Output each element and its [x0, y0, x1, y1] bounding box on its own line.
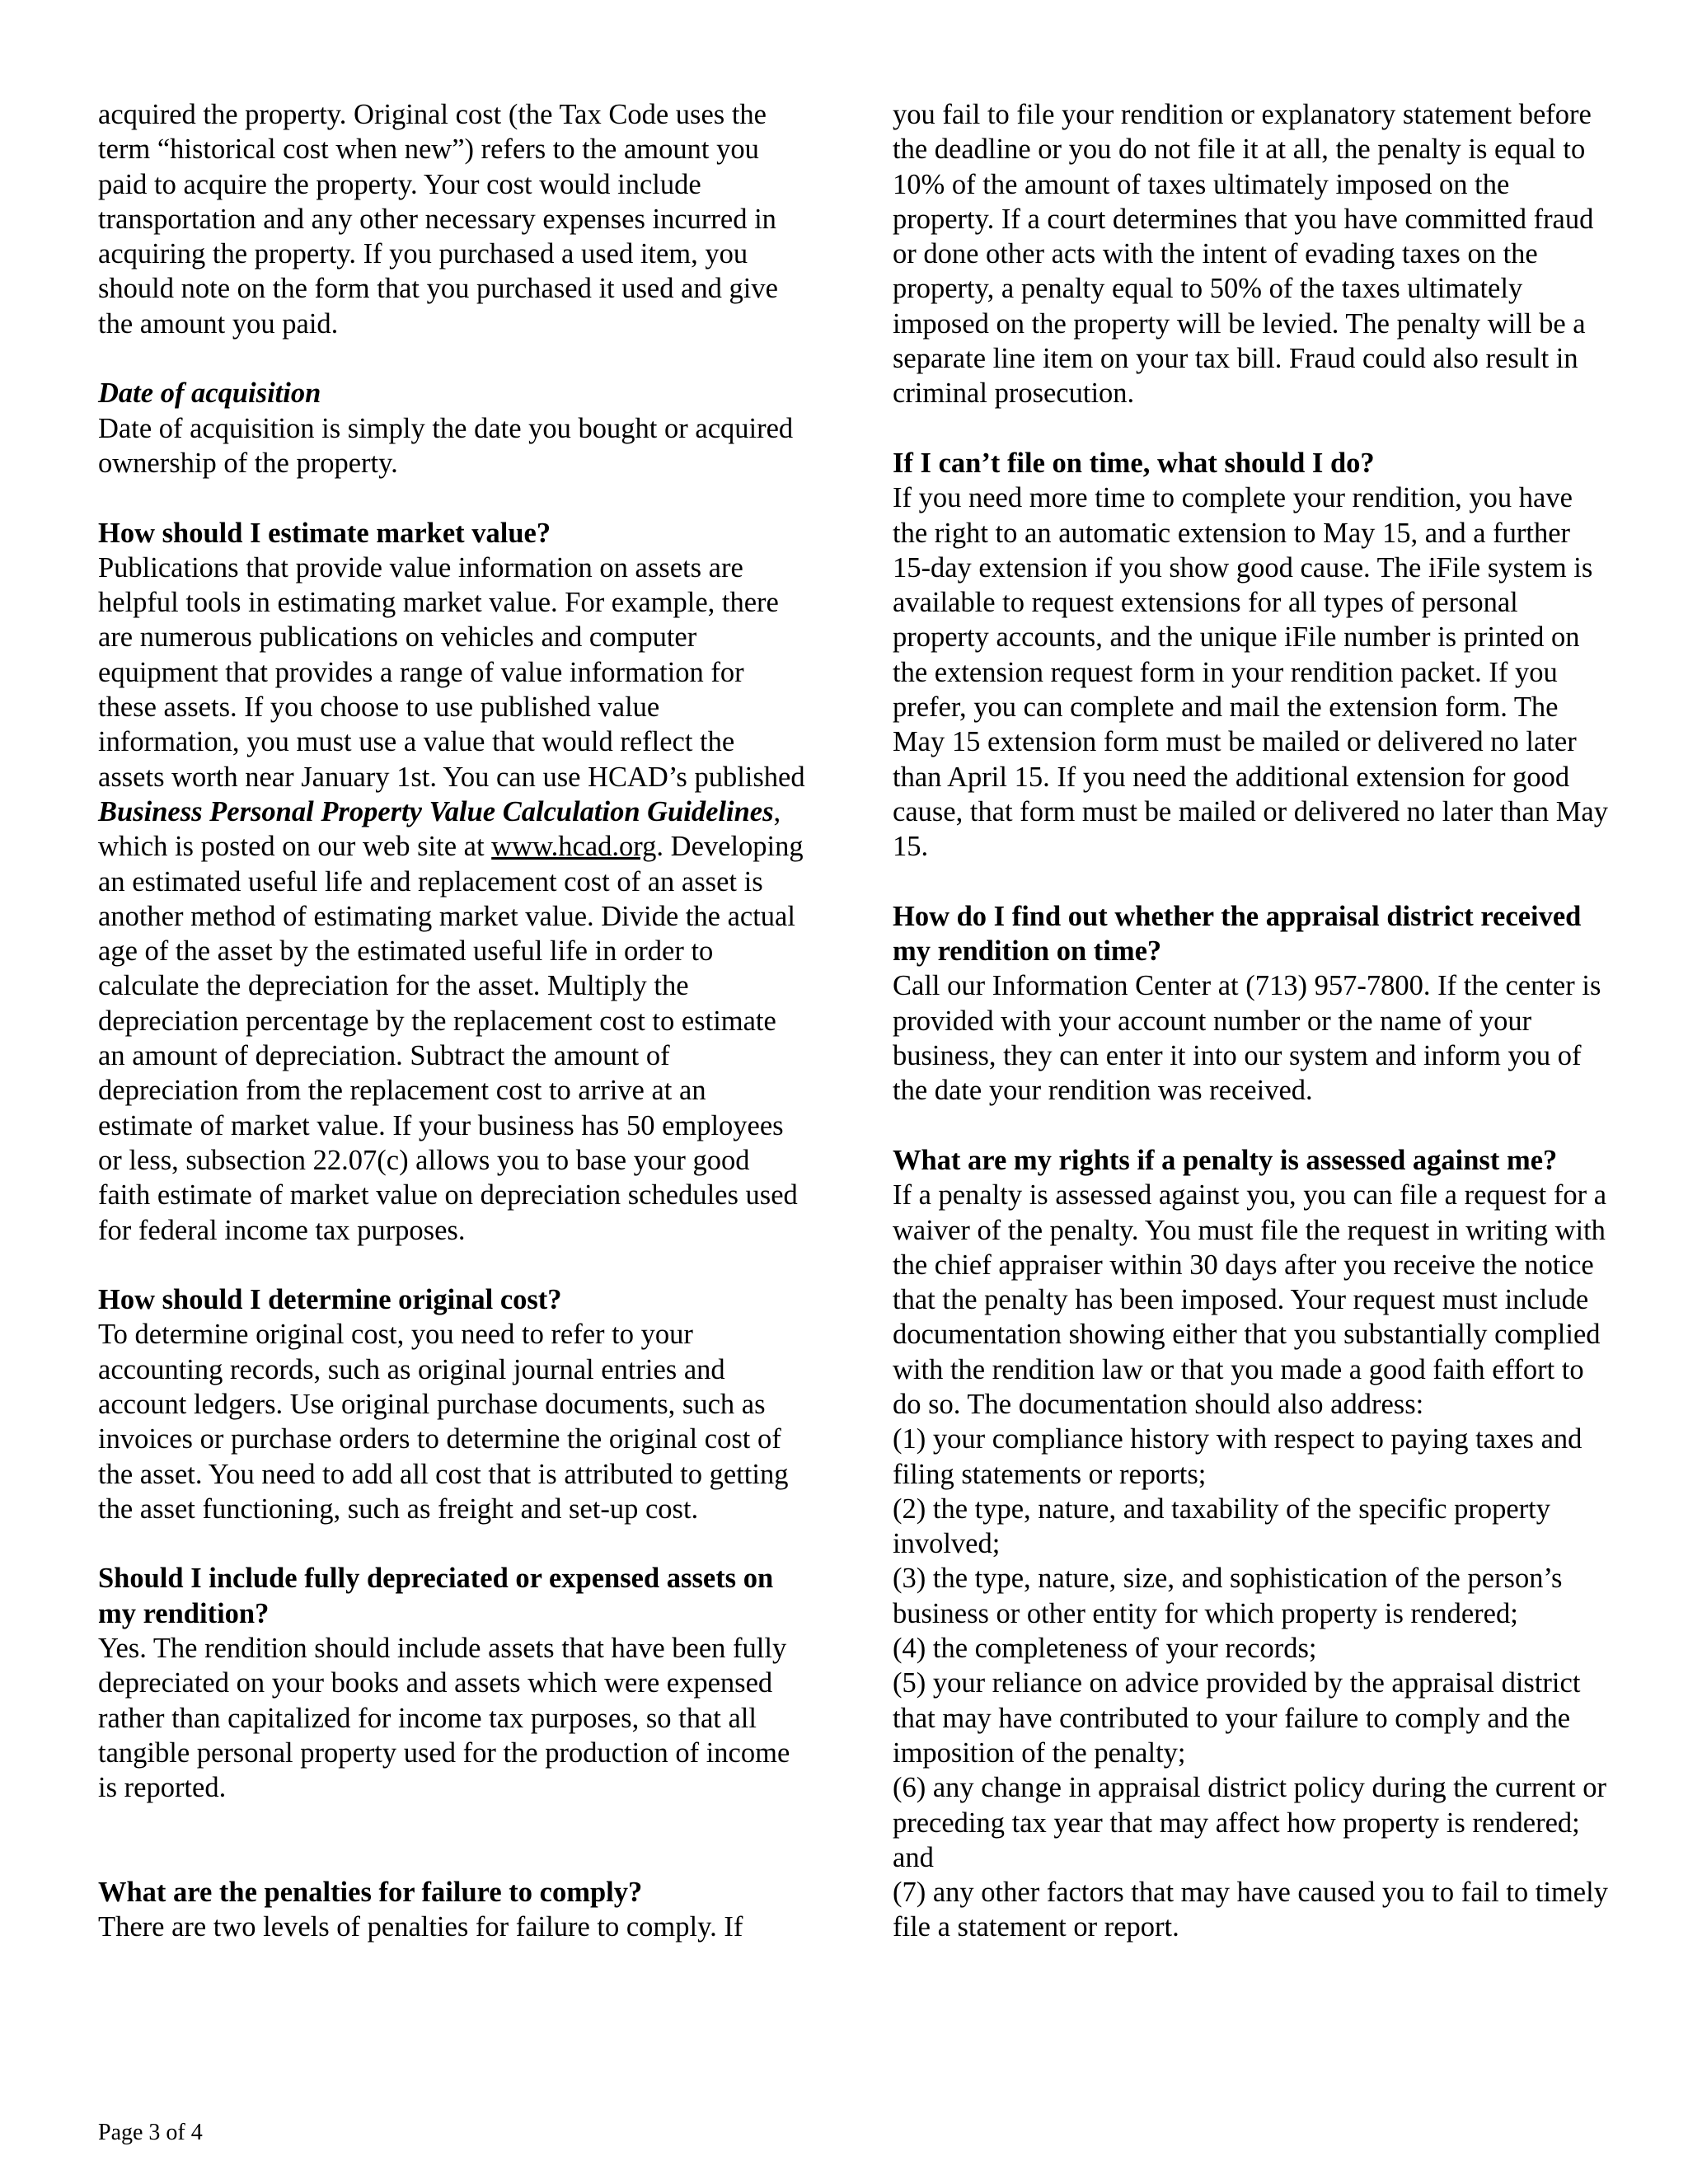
market-value-body: [98, 551, 807, 1248]
rights-list-item: (2) the type, nature, and taxability of the specific property involved;: [893, 1493, 1550, 1560]
section-rights: [893, 1143, 1610, 1945]
rights-list-item: (3) the type, nature, size, and sophistication of the person’s business or other entity for which property is rendered;: [893, 1563, 1563, 1629]
section-extension: [893, 446, 1610, 865]
penalties-body: There are two levels of penalties for failure to comply. If: [98, 1911, 743, 1943]
rights-list-item: (7) any other factors that may have caused you to fail to timely file a statement or report.: [893, 1877, 1608, 1943]
penalties-continued-paragraph: you fail to file your rendition or explanatory statement before the deadline or you do not file it at all, the penalty is equal to 10% of the amount of taxes ultimately imposed on the property. If a court determines that you have committed fraud or done other acts with the intent of evading taxes on the property, a penalty equal to 50% of the taxes ultimately imposed on the property will be levied. The penalty will be a separate line item on your tax bill. Fraud could also result in criminal prosecution.: [893, 99, 1594, 410]
rights-body: If a penalty is assessed against you, you can file a request for a waiver of the penalty. You must file the request in writing with the chief appraiser within 30 days after you receive the notice that the penalty has been imposed. Your request must include documentation showing either that you substantially complied with the rendition law or that you made a good faith effort to do so. The documentation should also address:: [893, 1179, 1607, 1420]
guidelines-title: Business Personal Property Value Calculation Guidelines: [98, 795, 774, 827]
hcad-website-link[interactable]: www.hcad.org: [491, 831, 657, 863]
right-column: [893, 97, 1610, 1945]
date-of-acquisition-heading: Date of acquisition: [98, 377, 321, 410]
received-on-time-body: Call our Information Center at (713) 957-7800. If the center is provided with your account number or the name of your business, they can enter it into our system and inform you of the date your rendition was received.: [893, 970, 1601, 1107]
market-value-text-1: Publications that provide value information on assets are helpful tools in estimating market value. For example, there are numerous publications on vehicles and computer equipment that provides a range of value information for these assets. If you choose to use published value information, you must use a value that would reflect the assets worth near January 1st. You can use HCAD’s published: [98, 551, 805, 793]
section-penalties: [98, 1875, 807, 1945]
section-intro-right: [893, 97, 1610, 411]
section-date-of-acquisition: [98, 376, 807, 480]
extension-body: If you need more time to complete your rendition, you have the right to an automatic extension to May 15, and a further 15-day extension if you show good cause. The iFile system is available to request extensions for all types of personal property accounts, and the unique iFile number is printed on the extension request form in your rendition packet. If you prefer, you can complete and mail the extension form. The May 15 extension form must be mailed or delivered no later than April 15. If you need the additional extension for good cause, that form must be mailed or delivered no later than May 15.: [893, 482, 1608, 863]
original-cost-body: To determine original cost, you need to refer to your accounting records, such as original journal entries and account ledgers. Use original purchase documents, such as invoices or purchase orders to determine the original cost of the asset. You need to add all cost that is attributed to getting the asset functioning, such as freight and set-up cost.: [98, 1319, 789, 1525]
section-original-cost: [98, 1282, 807, 1526]
rights-list-item: (4) the completeness of your records;: [893, 1633, 1317, 1665]
market-value-text-2: , which is posted on our web site at: [98, 795, 781, 863]
market-value-heading: How should I estimate market value?: [98, 517, 551, 549]
penalties-heading: What are the penalties for failure to comply?: [98, 1877, 643, 1909]
market-value-text-3: . Developing an estimated useful life and replacement cost of an asset is another method of estimating market value. Divide the actual age of the asset by the estimated useful life in order to calculate the depreciation for the asset. Multiply the depreciation percentage by the replacement cost to estimate an amount of depreciation. Subtract the amount of depreciation from the replacement cost to arrive at an estimate of market value. If your business has 50 employees or less, subsection 22.07(c) allows you to base your good faith estimate of market value on depreciation schedules used for federal income tax purposes.: [98, 831, 804, 1246]
rights-heading: What are my rights if a penalty is assessed against me?: [893, 1144, 1558, 1176]
received-on-time-heading: How do I find out whether the appraisal district received my rendition on time?: [893, 900, 1582, 968]
rights-list-item: (5) your reliance on advice provided by the appraisal district that may have contributed to your failure to comply and the imposition of the penalty;: [893, 1667, 1581, 1769]
rights-list-item: (6) any change in appraisal district policy during the current or preceding tax year that may affect how property is rendered; and: [893, 1772, 1607, 1873]
section-market-value: [98, 516, 807, 1248]
original-cost-heading: How should I determine original cost?: [98, 1284, 562, 1316]
section-received-on-time: [893, 899, 1610, 1108]
page-number: Page 3 of 4: [98, 2120, 203, 2145]
intro-paragraph: acquired the property. Original cost (the Tax Code uses the term “historical cost when new”) refers to the amount you paid to acquire the property. Your cost would include transportation and any other necessary expenses incurred in acquiring the property. If you purchased a used item, you should note on the form that you purchased it used and give the amount you paid.: [98, 99, 778, 340]
extension-heading: If I can’t file on time, what should I do?: [893, 447, 1375, 479]
depreciated-assets-body: Yes. The rendition should include assets that have been fully depreciated on your books and assets which were expensed rather than capitalized for income tax purposes, so that all tangible personal property used for the production of income is reported.: [98, 1633, 790, 1804]
date-of-acquisition-body: Date of acquisition is simply the date you bought or acquired ownership of the property.: [98, 412, 794, 479]
section-depreciated-assets: [98, 1561, 807, 1805]
left-column: [98, 97, 807, 1945]
depreciated-assets-heading: Should I include fully depreciated or expensed assets on my rendition?: [98, 1563, 774, 1629]
rights-list-item: (1) your compliance history with respect to paying taxes and filing statements or reports;: [893, 1423, 1582, 1490]
section-intro-left: [98, 97, 807, 341]
